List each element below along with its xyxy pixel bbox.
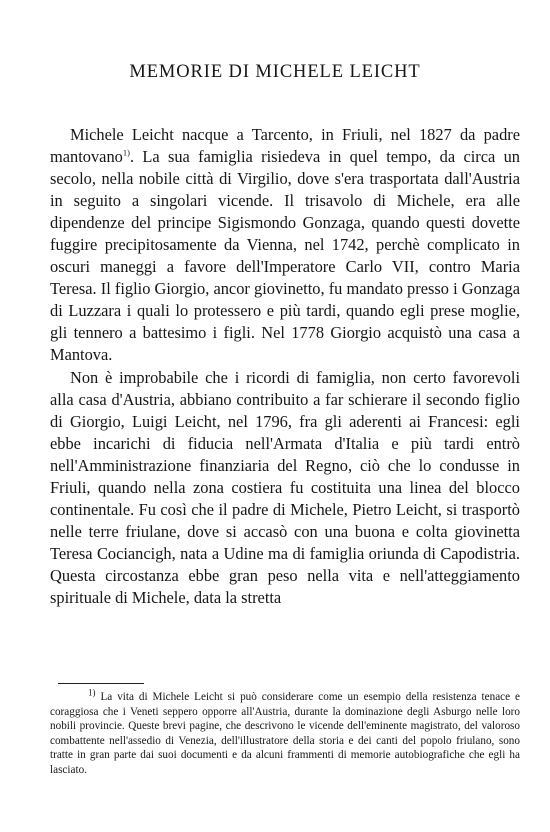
paragraph-1-text-start: Michele Leicht nacque a Tarcento, in Friuli, nel 1827 da padre mantovano [50,125,520,167]
paragraph-1 [50,124,520,367]
footnote-mark: 1) [88,687,96,698]
footnote [50,687,521,778]
footnote-reference: 1) [122,147,130,158]
footnote-divider [58,683,144,684]
main-text [50,124,520,609]
footnote-text: La vita di Michele Leicht si può considerare come un esempio della resistenza tenace e coraggiosa che i Veneti seppero opporre all'Austria, durante la dominazione degli Asburgo nelle loro nobili provincie. Queste brevi pagine, che descrivono le vicende dell'eminente magistrato, del valoroso combattente nell'assedio di Venezia, dell'illustratore della storia e dei canti del popolo friulano, sono tratte in gran parte dai suoi documenti e da alcuni frammenti di memorie autobiografiche che egli ha lasciato. [50,691,521,776]
paragraph-1-text-rest: . La sua famiglia risiedeva in quel tempo, da circa un secolo, nella nobile città di Virgilio, dove s'era trasportata dall'Austria in seguito a singolari vicende. Il trisavolo di Michele, era alle dipendenze del principe Sigismondo Gonzaga, quando questi dovette fuggire precipitosamente da Vienna, nel 1742, perchè complicato in oscuri maneggi a favore dell'Imperatore Carlo VII, contro Maria Teresa. Il figlio Giorgio, ancor giovinetto, fu mandato presso i Gonzaga di Luzzara i quali lo protessero e più tardi, quando egli prese moglie, gli tennero a battesimo i figli. Nel 1778 Giorgio acquistò una casa a Mantova. [50,147,520,365]
paragraph-2: Non è improbabile che i ricordi di famiglia, non certo favorevoli alla casa d'Austria, abbiano contribuito a far schierare il secondo figlio di Giorgio, Luigi Leicht, nel 1796, fra gli aderenti ai Francesi: egli ebbe incarichi di fiducia nell'Armata d'Italia e più tardi entrò nell'Amministrazione finanziaria del Regno, ciò che lo condusse in Friuli, quando nella zona costiera fu costituita una linea del blocco continentale. Fu così che il padre di Michele, Pietro Leicht, si trasportò nelle terre friulane, dove si accasò con una buona e colta giovinetta Teresa Cociancigh, nata a Udine ma di famiglia oriunda di Capodistria. Questa circostanza ebbe gran peso nella vita e nell'atteggiamento spirituale di Michele, data la stretta [50,367,520,607]
page-title: MEMORIE DI MICHELE LEICHT [129,62,421,82]
